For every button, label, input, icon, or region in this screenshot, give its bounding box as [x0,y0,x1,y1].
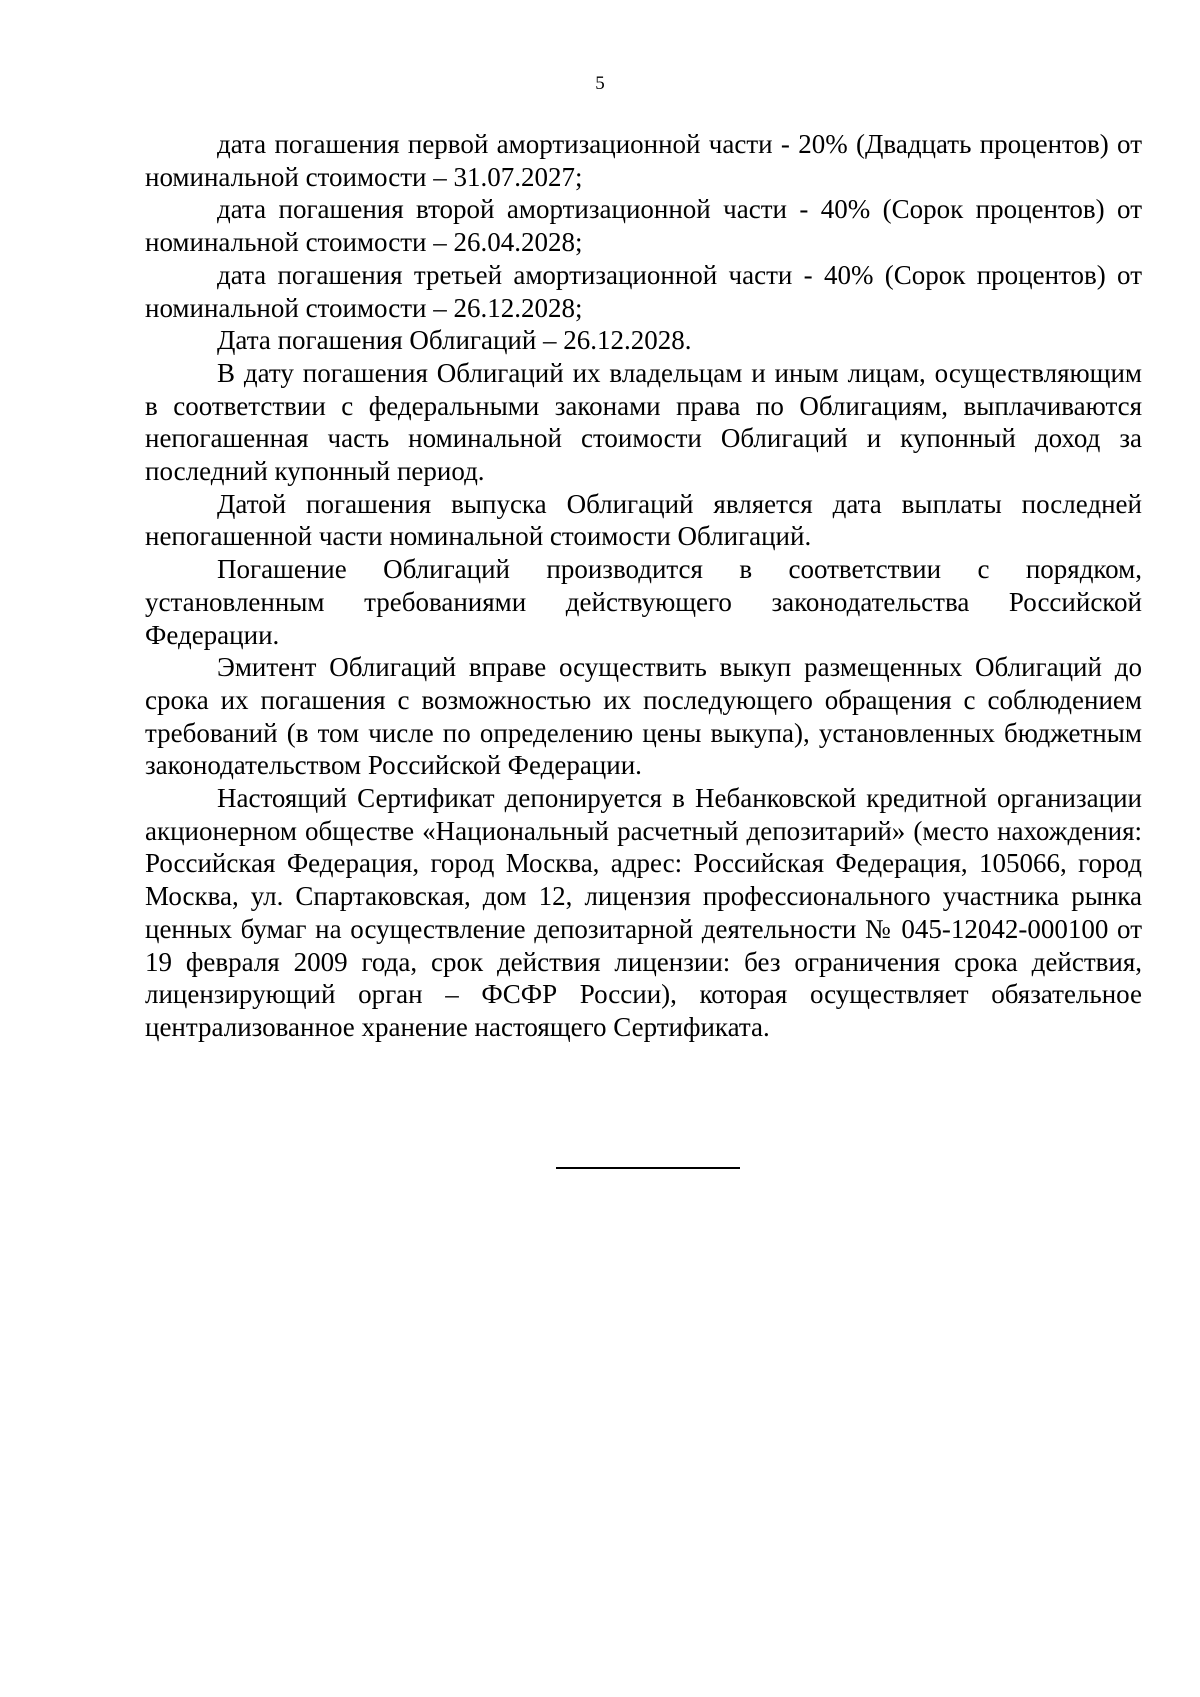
page-number: 5 [595,73,605,94]
paragraph-second-amortization-date: дата погашения второй амортизационной части - 40% (Сорок процентов) от номинальной стоимости – 26.04.2028; [145,194,1142,258]
paragraph-issue-redemption-date: Датой погашения выпуска Облигаций является дата выплаты последней непогашенной части номинальной стоимости Облигаций. [145,488,1142,552]
paragraph-redemption-procedure: Погашение Облигаций производится в соответствии с порядком, установленным требованиями действующего законодательства Российской Федерации. [145,554,1142,650]
end-separator-line [556,1167,740,1169]
paragraph-redemption-payments: В дату погашения Облигаций их владельцам и иным лицам, осуществляющим в соответствии с федеральными законами права по Облигациям, выплачиваются непогашенная часть номинальной стоимости Облигаций и купонный доход за последний купонный период. [145,357,1142,487]
paragraph-third-amortization-date: дата погашения третьей амортизационной части - 40% (Сорок процентов) от номинальной стоимости – 26.12.2028; [145,259,1142,323]
document-body [145,128,1142,1044]
paragraph-buyback-right: Эмитент Облигаций вправе осуществить выкуп размещенных Облигаций до срока их погашения с возможностью их последующего обращения с соблюдением требований (в том числе по определению цены выкупа), установленных бюджетным законодательством Российской Федерации. [145,652,1142,781]
paragraph-redemption-date: Дата погашения Облигаций – 26.12.2028. [217,325,692,356]
paragraph-certificate-depository: Настоящий Сертификат депонируется в Небанковской кредитной организации акционерном обществе «Национальный расчетный депозитарий» (место нахождения: Российская Федерация, город Москва, адрес: Российская Федерация, 105066, город Москва, ул. Спартаковская, дом 12, лицензия профессионального участника рынка ценных бумаг на осуществление депозитарной деятельности № 045-12042-000100 от 19 февраля 2009 года, срок действия лицензии: без ограничения срока действия, лицензирующий орган – ФСФР России), которая осуществляет обязательное централизованное хранение настоящего Сертификата. [145,783,1142,1042]
paragraph-first-amortization-date: дата погашения первой амортизационной части - 20% (Двадцать процентов) от номинальной стоимости – 31.07.2027; [145,129,1142,192]
